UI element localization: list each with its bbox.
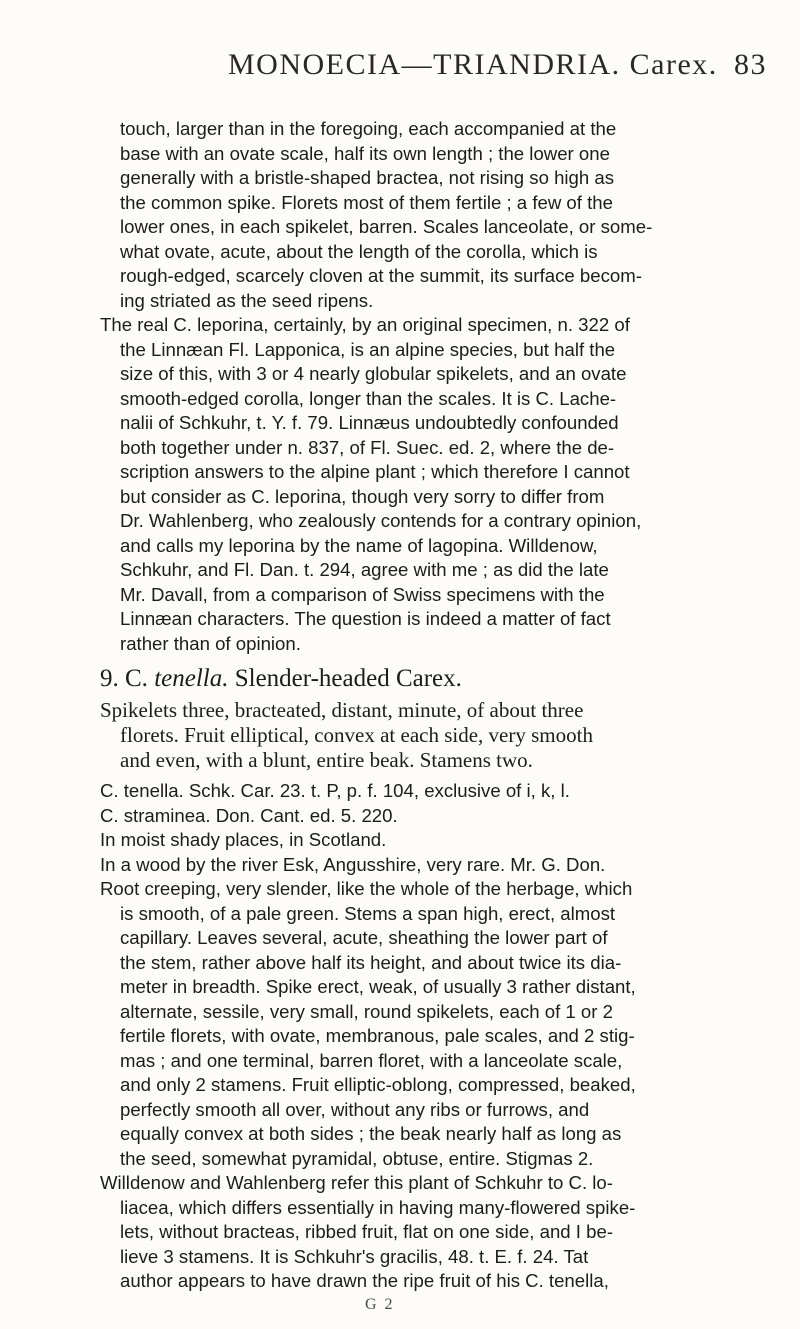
description-line: the stem, rather above half its height, and about twice its dia-: [120, 951, 622, 973]
habitat-line: In moist shady places, in Scotland.: [100, 829, 387, 850]
text-line: lets, without bracteas, ribbed fruit, flat on one side, and I be-: [120, 1221, 614, 1242]
description-line: Root creeping, very slender, like the whole of the herbage, which: [100, 878, 633, 899]
description-line: is smooth, of a pale green. Stems a span high, erect, almost: [120, 902, 616, 924]
text-line: the common spike. Florets most of them fertile ; a few of the: [120, 191, 613, 213]
text-line: smooth-edged corolla, longer than the scales. It is C. Lache-: [120, 387, 617, 409]
species-number: 9.: [100, 665, 119, 692]
species-description: [100, 877, 758, 1171]
synonym-line: C. straminea. Don. Cant. ed. 5. 220.: [100, 804, 398, 826]
printer-signature: G 2: [365, 1296, 395, 1313]
paragraph-leporina-note: [100, 313, 758, 656]
text-line: rather than of opinion.: [120, 632, 301, 654]
text-line: Schkuhr, and Fl. Dan. t. 294, agree with me ; as did the late: [120, 559, 609, 580]
text-line: liacea, which differs essentially in having many-flowered spike-: [120, 1196, 636, 1218]
diagnosis-line: Spikelets three, bracteated, distant, minute, of about three: [100, 698, 584, 722]
text-line: but consider as C. leporina, though very sorry to differ from: [120, 485, 605, 507]
diagnosis-line: and even, with a blunt, entire beak. Stamens two.: [120, 748, 533, 772]
species-diagnosis: [100, 698, 758, 773]
paragraph-continued: [100, 117, 758, 313]
text-line: base with an ovate scale, half its own length ; the lower one: [120, 142, 610, 164]
description-line: alternate, sessile, very small, round spikelets, each of 1 or 2: [120, 1000, 613, 1022]
habitat-list: [100, 828, 758, 877]
description-line: meter in breadth. Spike erect, weak, of usually 3 rather distant,: [120, 976, 636, 997]
text-line: scription answers to the alpine plant ; which therefore I cannot: [120, 461, 630, 482]
header-title: MONOECIA—TRIANDRIA. Carex.: [228, 48, 718, 81]
description-line: and only 2 stamens. Fruit elliptic-oblong, compressed, beaked,: [120, 1074, 636, 1095]
text-line: Willdenow and Wahlenberg refer this plant of Schkuhr to C. lo-: [100, 1172, 613, 1193]
description-line: fertile florets, with ovate, membranous, pale scales, and 2 stig-: [120, 1025, 635, 1046]
text-line: generally with a bristle-shaped bractea, not rising so high as: [120, 167, 615, 188]
habitat-line: In a wood by the river Esk, Angusshire, very rare. Mr. G. Don.: [100, 853, 606, 875]
text-line: lower ones, in each spikelet, barren. Scales lanceolate, or some-: [120, 216, 653, 237]
species-heading: [100, 664, 758, 694]
description-line: mas ; and one terminal, barren floret, with a lanceolate scale,: [120, 1049, 623, 1071]
synonym-line: C. tenella. Schk. Car. 23. t. P, p. f. 104, exclusive of i, k, l.: [100, 780, 570, 801]
synonym-list: [100, 779, 758, 828]
text-line: Linnæan characters. The question is indeed a matter of fact: [120, 608, 611, 629]
text-line: lieve 3 stamens. It is Schkuhr's gracilis, 48. t. E. f. 24. Tat: [120, 1245, 589, 1267]
text-line: rough-edged, scarcely cloven at the summit, its surface becom-: [120, 265, 642, 286]
description-line: the seed, somewhat pyramidal, obtuse, entire. Stigmas 2.: [120, 1147, 594, 1169]
page-body: [100, 117, 758, 1294]
text-line: the Linnæan Fl. Lapponica, is an alpine species, but half the: [120, 338, 616, 360]
description-line: perfectly smooth all over, without any ribs or furrows, and: [120, 1098, 590, 1120]
text-line: touch, larger than in the foregoing, each accompanied at the: [120, 118, 617, 139]
description-line: capillary. Leaves several, acute, sheathing the lower part of: [120, 927, 608, 948]
text-line: and calls my leporina by the name of lagopina. Willdenow,: [120, 534, 598, 556]
text-line: size of this, with 3 or 4 nearly globular spikelets, and an ovate: [120, 363, 627, 384]
text-line: what ovate, acute, about the length of the corolla, which is: [120, 240, 598, 262]
species-epithet: tenella.: [154, 665, 229, 692]
text-line: nalii of Schkuhr, t. Y. f. 79. Linnæus undoubtedly confounded: [120, 412, 619, 433]
description-line: equally convex at both sides ; the beak nearly half as long as: [120, 1123, 622, 1144]
text-line: ing striated as the seed ripens.: [120, 289, 374, 311]
page-number: 83: [734, 48, 767, 81]
text-line: Dr. Wahlenberg, who zealously contends for a contrary opinion,: [120, 510, 642, 531]
species-genus: C.: [125, 665, 148, 692]
species-common-name: Slender-headed Carex.: [234, 665, 462, 692]
text-line: author appears to have drawn the ripe fruit of his C. tenella,: [120, 1270, 609, 1291]
paragraph-remarks: [100, 1171, 758, 1294]
text-line: Mr. Davall, from a comparison of Swiss specimens with the: [120, 583, 605, 605]
text-line: both together under n. 837, of Fl. Suec. ed. 2, where the de-: [120, 436, 615, 458]
text-line: The real C. leporina, certainly, by an original specimen, n. 322 of: [100, 314, 630, 335]
diagnosis-line: florets. Fruit elliptical, convex at each side, very smooth: [120, 723, 593, 747]
